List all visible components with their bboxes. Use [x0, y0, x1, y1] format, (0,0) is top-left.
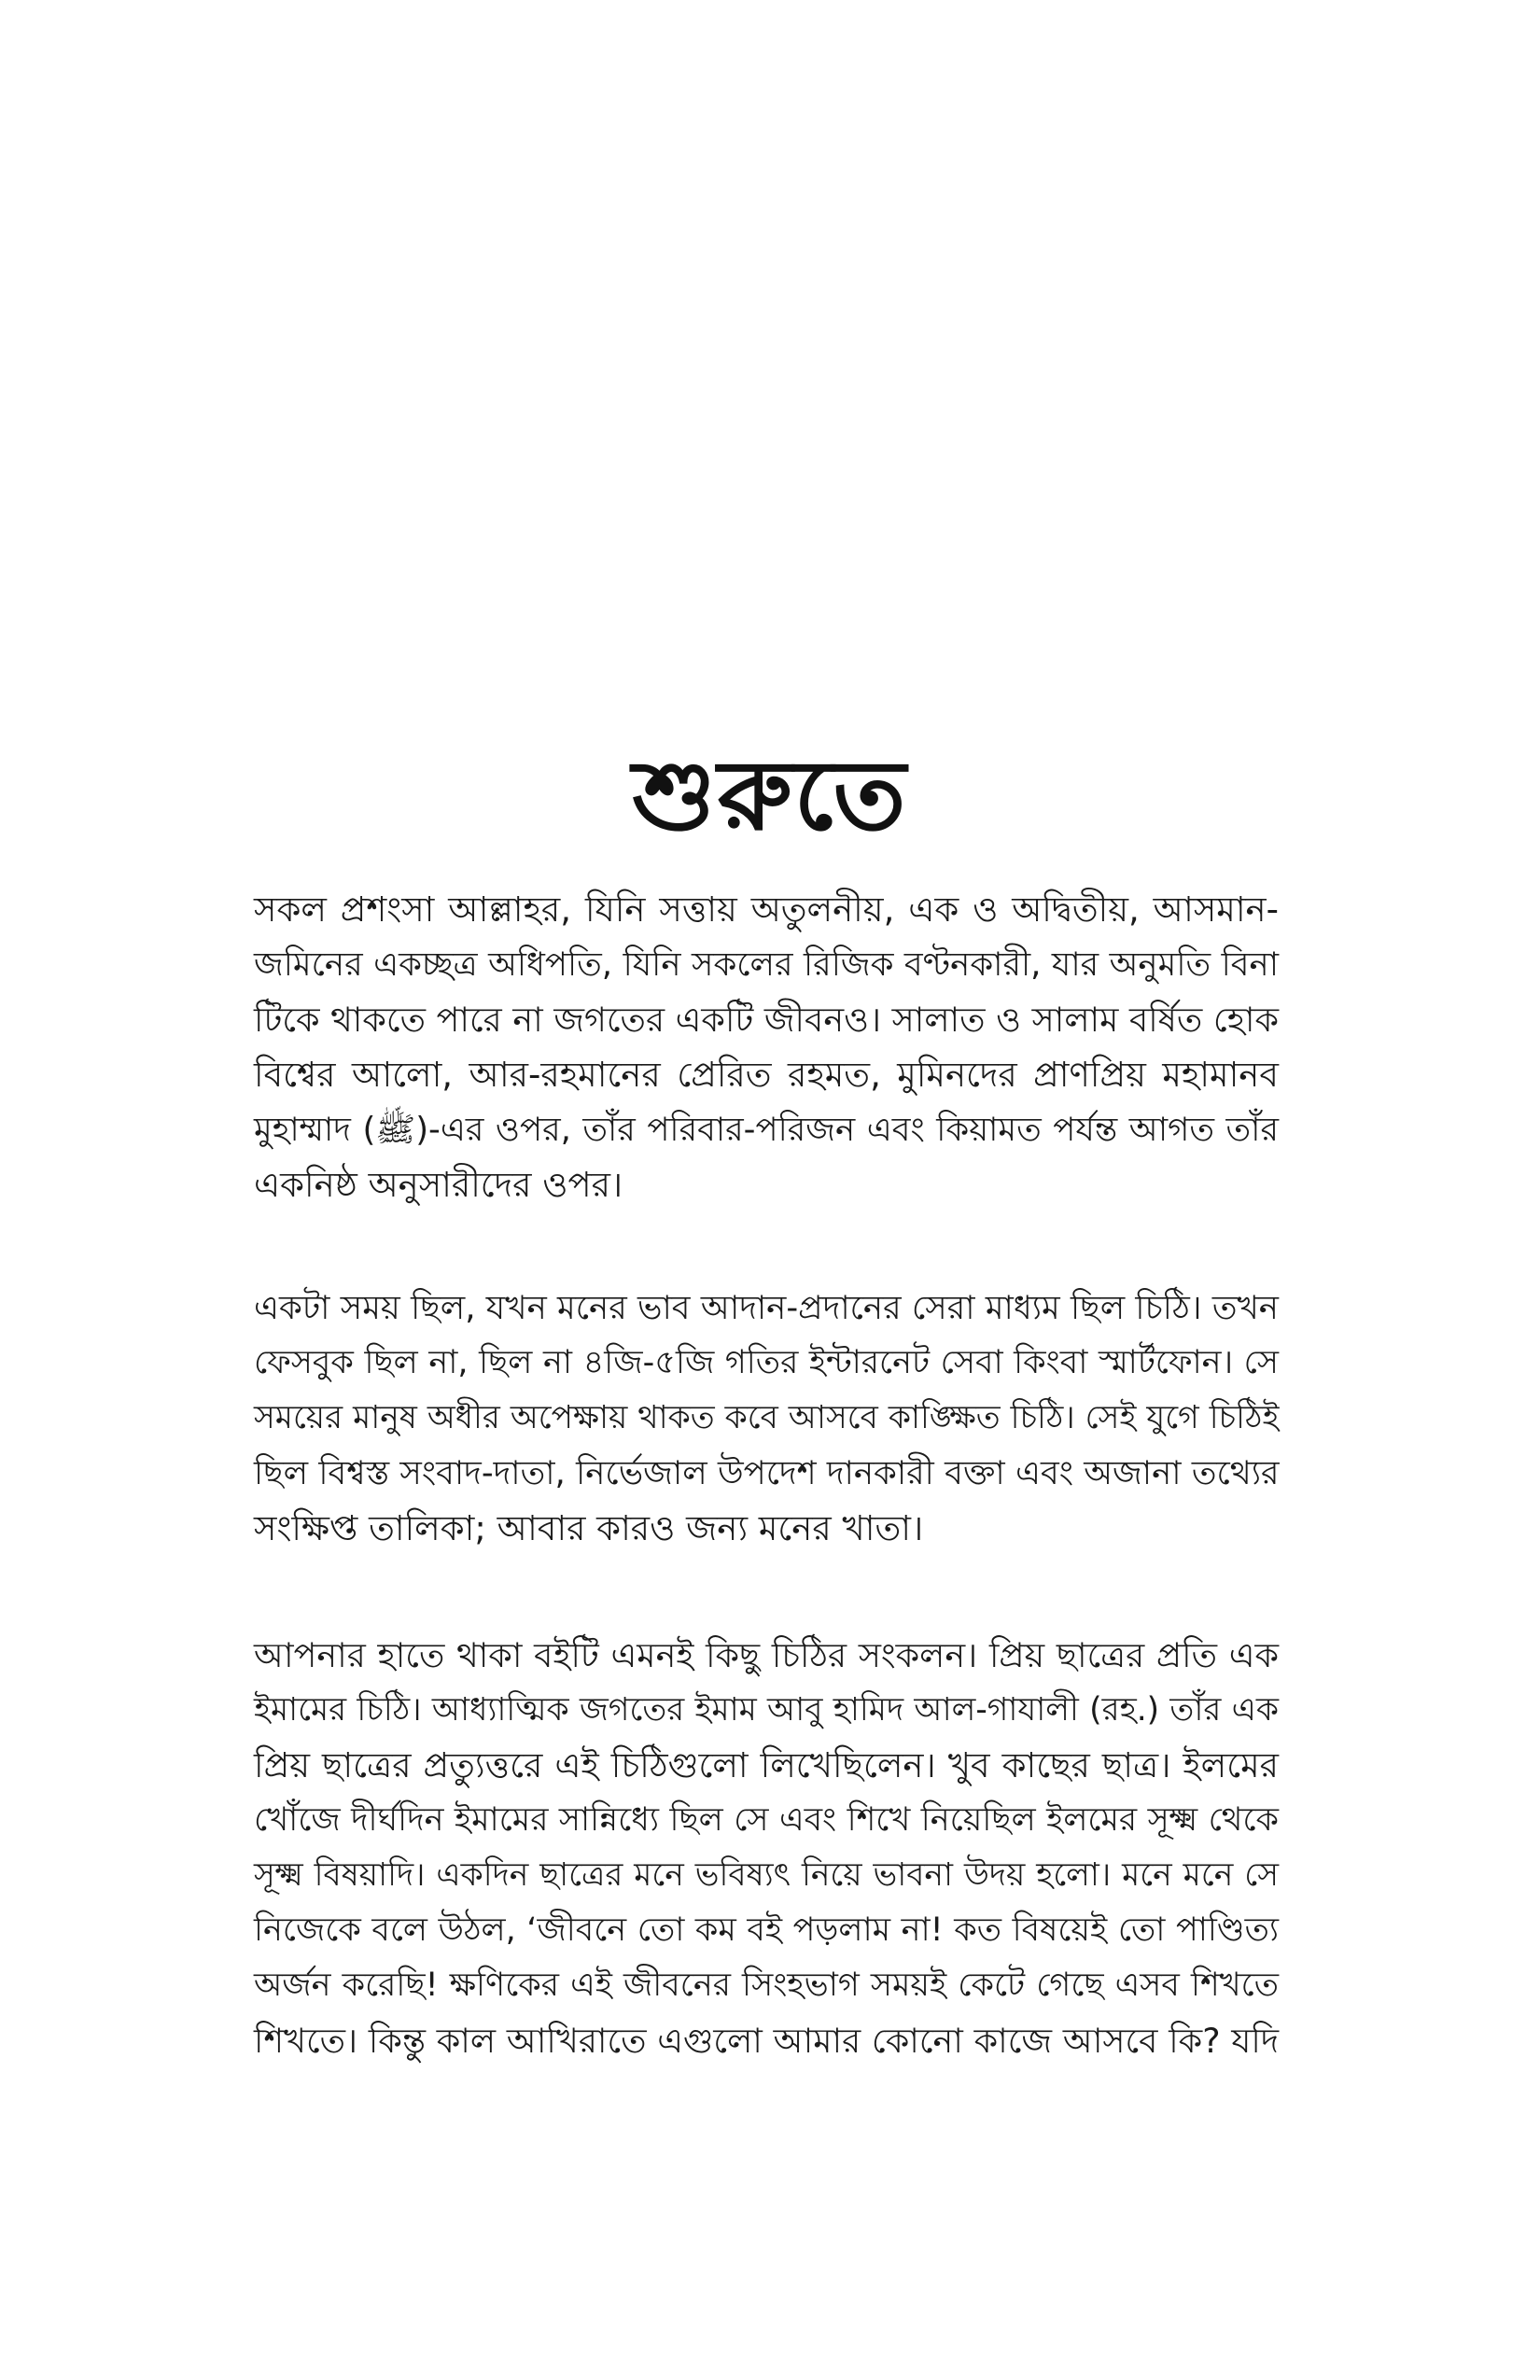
text-line: জমিনের একচ্ছত্র অধিপতি, যিনি সকলের রিজিক বণ্টনকারী, যার অনুমতি বিনা — [254, 945, 1279, 984]
text-line: সময়ের মানুষ অধীর অপেক্ষায় থাকত কবে আসবে কাঙ্ক্ষিত চিঠি। সেই যুগে চিঠিই — [254, 1399, 1280, 1436]
text-line: ইমামের চিঠি। আধ্যাত্মিক জগতের ইমাম আবু হামিদ আল-গাযালী (রহ.) তাঁর এক — [254, 1691, 1279, 1729]
text-line: প্রিয় ছাত্রের প্রত্যুত্তরে এই চিঠিগুলো লিখেছিলেন। খুব কাছের ছাত্র। ইলমের — [254, 1745, 1279, 1785]
text-line: সংক্ষিপ্ত তালিকা; আবার কারও জন্য মনের খাতা। — [254, 1508, 924, 1548]
text-line: অর্জন করেছি! ক্ষণিকের এই জীবনের সিংহভাগ সময়ই কেটে গেছে এসব শিখতে — [254, 1967, 1279, 2004]
paragraph-book-intro — [254, 1628, 1279, 2068]
text-line: শিখতে। কিন্তু কাল আখিরাতে এগুলো আমার কোনো কাজে আসবে কি? যদি — [254, 2021, 1279, 2061]
text-line: একটা সময় ছিল, যখন মনের ভাব আদান-প্রদানের সেরা মাধ্যম ছিল চিঠি। তখন — [254, 1289, 1279, 1327]
text-line: ফেসবুক ছিল না, ছিল না ৪জি-৫জি গতির ইন্টারনেট সেবা কিংবা স্মার্টফোন। সে — [254, 1344, 1279, 1381]
text-line: নিজেকে বলে উঠল, ‘জীবনে তো কম বই পড়লাম না! কত বিষয়েই তো পাণ্ডিত্য — [254, 1911, 1279, 1949]
text-line: সকল প্রশংসা আল্লাহর, যিনি সত্তায় অতুলনীয়, এক ও অদ্বিতীয়, আসমান- — [254, 889, 1279, 930]
text-line: একনিষ্ঠ অনুসারীদের ওপর। — [254, 1165, 623, 1205]
chapter-title: শুরুতে — [632, 737, 908, 852]
text-line: টিকে থাকতে পারে না জগতের একটি জীবনও। সালাত ও সালাম বর্ষিত হোক — [254, 1000, 1279, 1040]
text-line: আপনার হাতে থাকা বইটি এমনই কিছু চিঠির সংকলন। প্রিয় ছাত্রের প্রতি এক — [254, 1635, 1279, 1675]
text-line: বিশ্বের আলো, আর-রহমানের প্রেরিত রহমত, মুমিনদের প্রাণপ্রিয় মহামানব — [254, 1055, 1279, 1095]
paragraph-letters-era — [254, 1281, 1279, 1556]
paragraph-praise — [254, 882, 1279, 1212]
text-line: সূক্ষ্ম বিষয়াদি। একদিন ছাত্রের মনে ভবিষ্যৎ নিয়ে ভাবনা উদয় হলো। মনে মনে সে — [254, 1856, 1279, 1894]
text-line: ছিল বিশ্বস্ত সংবাদ-দাতা, নির্ভেজাল উপদেশ দানকারী বক্তা এবং অজানা তথ্যের — [254, 1454, 1280, 1492]
text-line: মুহাম্মাদ (ﷺ)-এর ওপর, তাঁর পরিবার-পরিজন এবং কিয়ামত পর্যন্ত আগত তাঁর — [254, 1111, 1279, 1149]
text-line: খোঁজে দীর্ঘদিন ইমামের সান্নিধ্যে ছিল সে এবং শিখে নিয়েছিল ইলমের সূক্ষ্ম থেকে — [254, 1801, 1279, 1839]
